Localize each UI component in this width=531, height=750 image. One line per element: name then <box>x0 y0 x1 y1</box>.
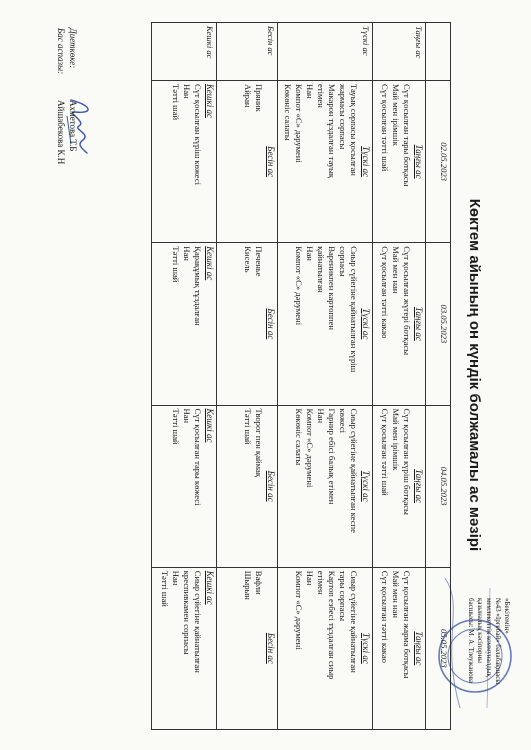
dish: жармасы сорпасы <box>338 84 348 150</box>
dish: Нан <box>182 84 192 99</box>
meal-heading: Кешкі ас <box>205 84 215 118</box>
dish: Сиыр сүйегіне қайнатылған <box>193 570 203 673</box>
dish: Сүт қосылған жарма ботқасы <box>402 570 412 679</box>
menu-cell <box>373 81 426 243</box>
approval-line: №43 «Іргебай» балабақшасы <box>494 598 502 685</box>
dish: Нан <box>316 408 326 424</box>
dish: Қарақұмық тұздалған <box>193 246 203 326</box>
dish: Май мен нан <box>391 570 401 618</box>
table-header-row <box>426 23 451 730</box>
approval-line: басшысы: М. А. Тлеужанова <box>467 598 475 683</box>
signature-row <box>55 28 67 164</box>
dish: Тәтті шай <box>171 246 181 283</box>
dish: Нан <box>182 246 192 261</box>
meal-heading: Бесін ас <box>266 632 276 664</box>
dish: Сүт қосылған күріш ботқасы <box>402 408 412 515</box>
dish: Тәтті шай <box>160 570 170 607</box>
menu-cell <box>152 243 217 405</box>
dish: етімен <box>316 570 326 595</box>
dish: Пряник <box>254 84 264 112</box>
menu-table <box>151 22 451 730</box>
dish: Картоп езбесі тұздалған сиыр <box>327 570 337 680</box>
dish: сорпасы <box>338 246 348 277</box>
meal-heading: Таңғы ас <box>414 306 424 341</box>
date-header: 05.05.2023 <box>426 567 451 729</box>
table-row <box>373 23 426 730</box>
menu-cell <box>373 405 426 567</box>
dish: Көкөніс салаты <box>294 408 304 466</box>
meal-heading: Түскі ас <box>361 308 371 340</box>
meal-heading: Түскі ас <box>361 632 371 664</box>
table-row <box>217 23 278 730</box>
meal-heading: Бесін ас <box>266 146 276 178</box>
dish: Тәтті шай <box>171 408 181 445</box>
signature-name: Айшабекова К.Н <box>56 100 66 165</box>
dish: Нан <box>305 570 315 586</box>
dish: Нан <box>171 570 181 586</box>
menu-cell <box>278 243 373 405</box>
meal-heading: Түскі ас <box>361 146 371 178</box>
menu-cell <box>373 567 426 729</box>
approval-line: «Бекітемін» <box>503 598 511 634</box>
row-label-dinner: Кешкі ас <box>152 23 217 81</box>
dish: Компот «С» дәрумені <box>294 84 304 163</box>
dish: Шырын <box>243 570 253 600</box>
row-label-lunch: Түскі ас <box>278 23 373 81</box>
meal-heading: Таңғы ас <box>414 631 424 666</box>
row-label-breakfast: Таңғы ас <box>373 23 426 81</box>
signature-label: Бас аспазы: <box>56 28 66 75</box>
dish: Сүт қосылған тәтті шай <box>380 84 390 172</box>
menu-cell <box>152 81 217 243</box>
dish: Компот «С» дәрумені <box>294 570 304 650</box>
signature-name: Ахметова Т.Б <box>68 100 78 152</box>
dish: Нан <box>305 246 315 261</box>
meal-heading: Кешкі ас <box>205 570 215 605</box>
dish: креспивкамен сорпасы <box>182 570 192 655</box>
dish: Май мен ірімшік <box>391 408 401 471</box>
dish: қайнатылған <box>316 246 326 293</box>
dish: Вареникпен картоппен <box>327 246 337 331</box>
dish: Печенье <box>254 246 264 277</box>
row-label-snack: Бесін ас <box>217 23 278 81</box>
meal-heading: Таңғы ас <box>414 469 424 504</box>
dish: Макарон тұздалған тауық <box>327 84 337 179</box>
signature-row <box>67 28 79 164</box>
menu-cell <box>217 243 278 405</box>
meal-heading: Бесін ас <box>266 470 276 502</box>
menu-cell <box>152 405 217 567</box>
menu-cell <box>278 567 373 729</box>
dish: Тәтті шай <box>171 84 181 121</box>
table-row <box>152 23 217 730</box>
dish: Көкөніс салаты <box>283 84 293 141</box>
meal-heading: Таңғы ас <box>414 144 424 179</box>
signature-label: Диеткөке: <box>68 28 78 69</box>
date-header: 04.05.2023 <box>426 405 451 567</box>
dish: Сүт қосылған тәтті какао <box>380 246 390 339</box>
dish: Сиыр сүйегіне қайнатылған күріш <box>349 246 359 373</box>
page-title: Көктем айының он күндік болжамалы ас мәзірі <box>466 198 483 552</box>
menu-cell <box>152 567 217 729</box>
corner-cell <box>426 23 451 81</box>
dish: Айран <box>243 84 253 108</box>
signature-block <box>55 28 79 164</box>
dish: етімен <box>316 84 326 108</box>
dish: Сүт қосылған тары көжесі <box>193 408 203 506</box>
dish: Сиыр сүйегіне қайнатылған кеспе <box>349 408 359 533</box>
date-header: 02.05.2023 <box>426 81 451 243</box>
table-row <box>278 23 373 730</box>
menu-cell <box>217 81 278 243</box>
dish: Компот «С» дәрумені <box>305 408 315 488</box>
meal-heading: Кешкі ас <box>205 246 215 281</box>
dish: Вафли <box>254 570 264 595</box>
dish: Компот «С» дәрумені <box>294 246 304 326</box>
date-header: 03.05.2023 <box>426 243 451 405</box>
approval-line: мемлекеттік коммуналдық <box>485 598 493 677</box>
menu-cell <box>278 405 373 567</box>
menu-cell <box>217 567 278 729</box>
dish: Кисель <box>243 246 253 273</box>
meal-heading: Кешкі ас <box>205 408 215 443</box>
dish: Сүт қосылған тәтті шай <box>380 408 390 496</box>
menu-cell <box>278 81 373 243</box>
dish: Нан <box>182 408 192 424</box>
dish: Творог пен қаймақ <box>254 408 264 478</box>
dish: тары сорпасы <box>338 570 348 622</box>
dish: Май мен ірімшік <box>391 84 401 146</box>
dish: Сиыр сүйегіне қайнатылған <box>349 570 359 673</box>
approval-line: қазыналық кәсіпорны <box>476 598 484 663</box>
dish: Сүт қосылған күріш көжесі <box>193 84 203 186</box>
dish: Тауық сорпасы қосылған <box>349 84 359 176</box>
menu-cell <box>217 405 278 567</box>
dish: Сүт қосылған тәтті какао <box>380 570 390 663</box>
dish: Гарнир ебісі балық етімен <box>327 408 337 505</box>
menu-cell <box>373 243 426 405</box>
dish: Май мен нан <box>391 246 401 294</box>
meal-heading: Бесін ас <box>266 308 276 340</box>
meal-heading: Түскі ас <box>361 470 371 502</box>
dish: Тәтті шай <box>243 408 253 445</box>
dish: Сүт қосылған тары ботқасы <box>402 84 412 187</box>
dish: Нан <box>305 84 315 99</box>
dish: көжесі <box>338 408 348 434</box>
dish: Сүт қосылған жүгері ботқасы <box>402 246 412 356</box>
